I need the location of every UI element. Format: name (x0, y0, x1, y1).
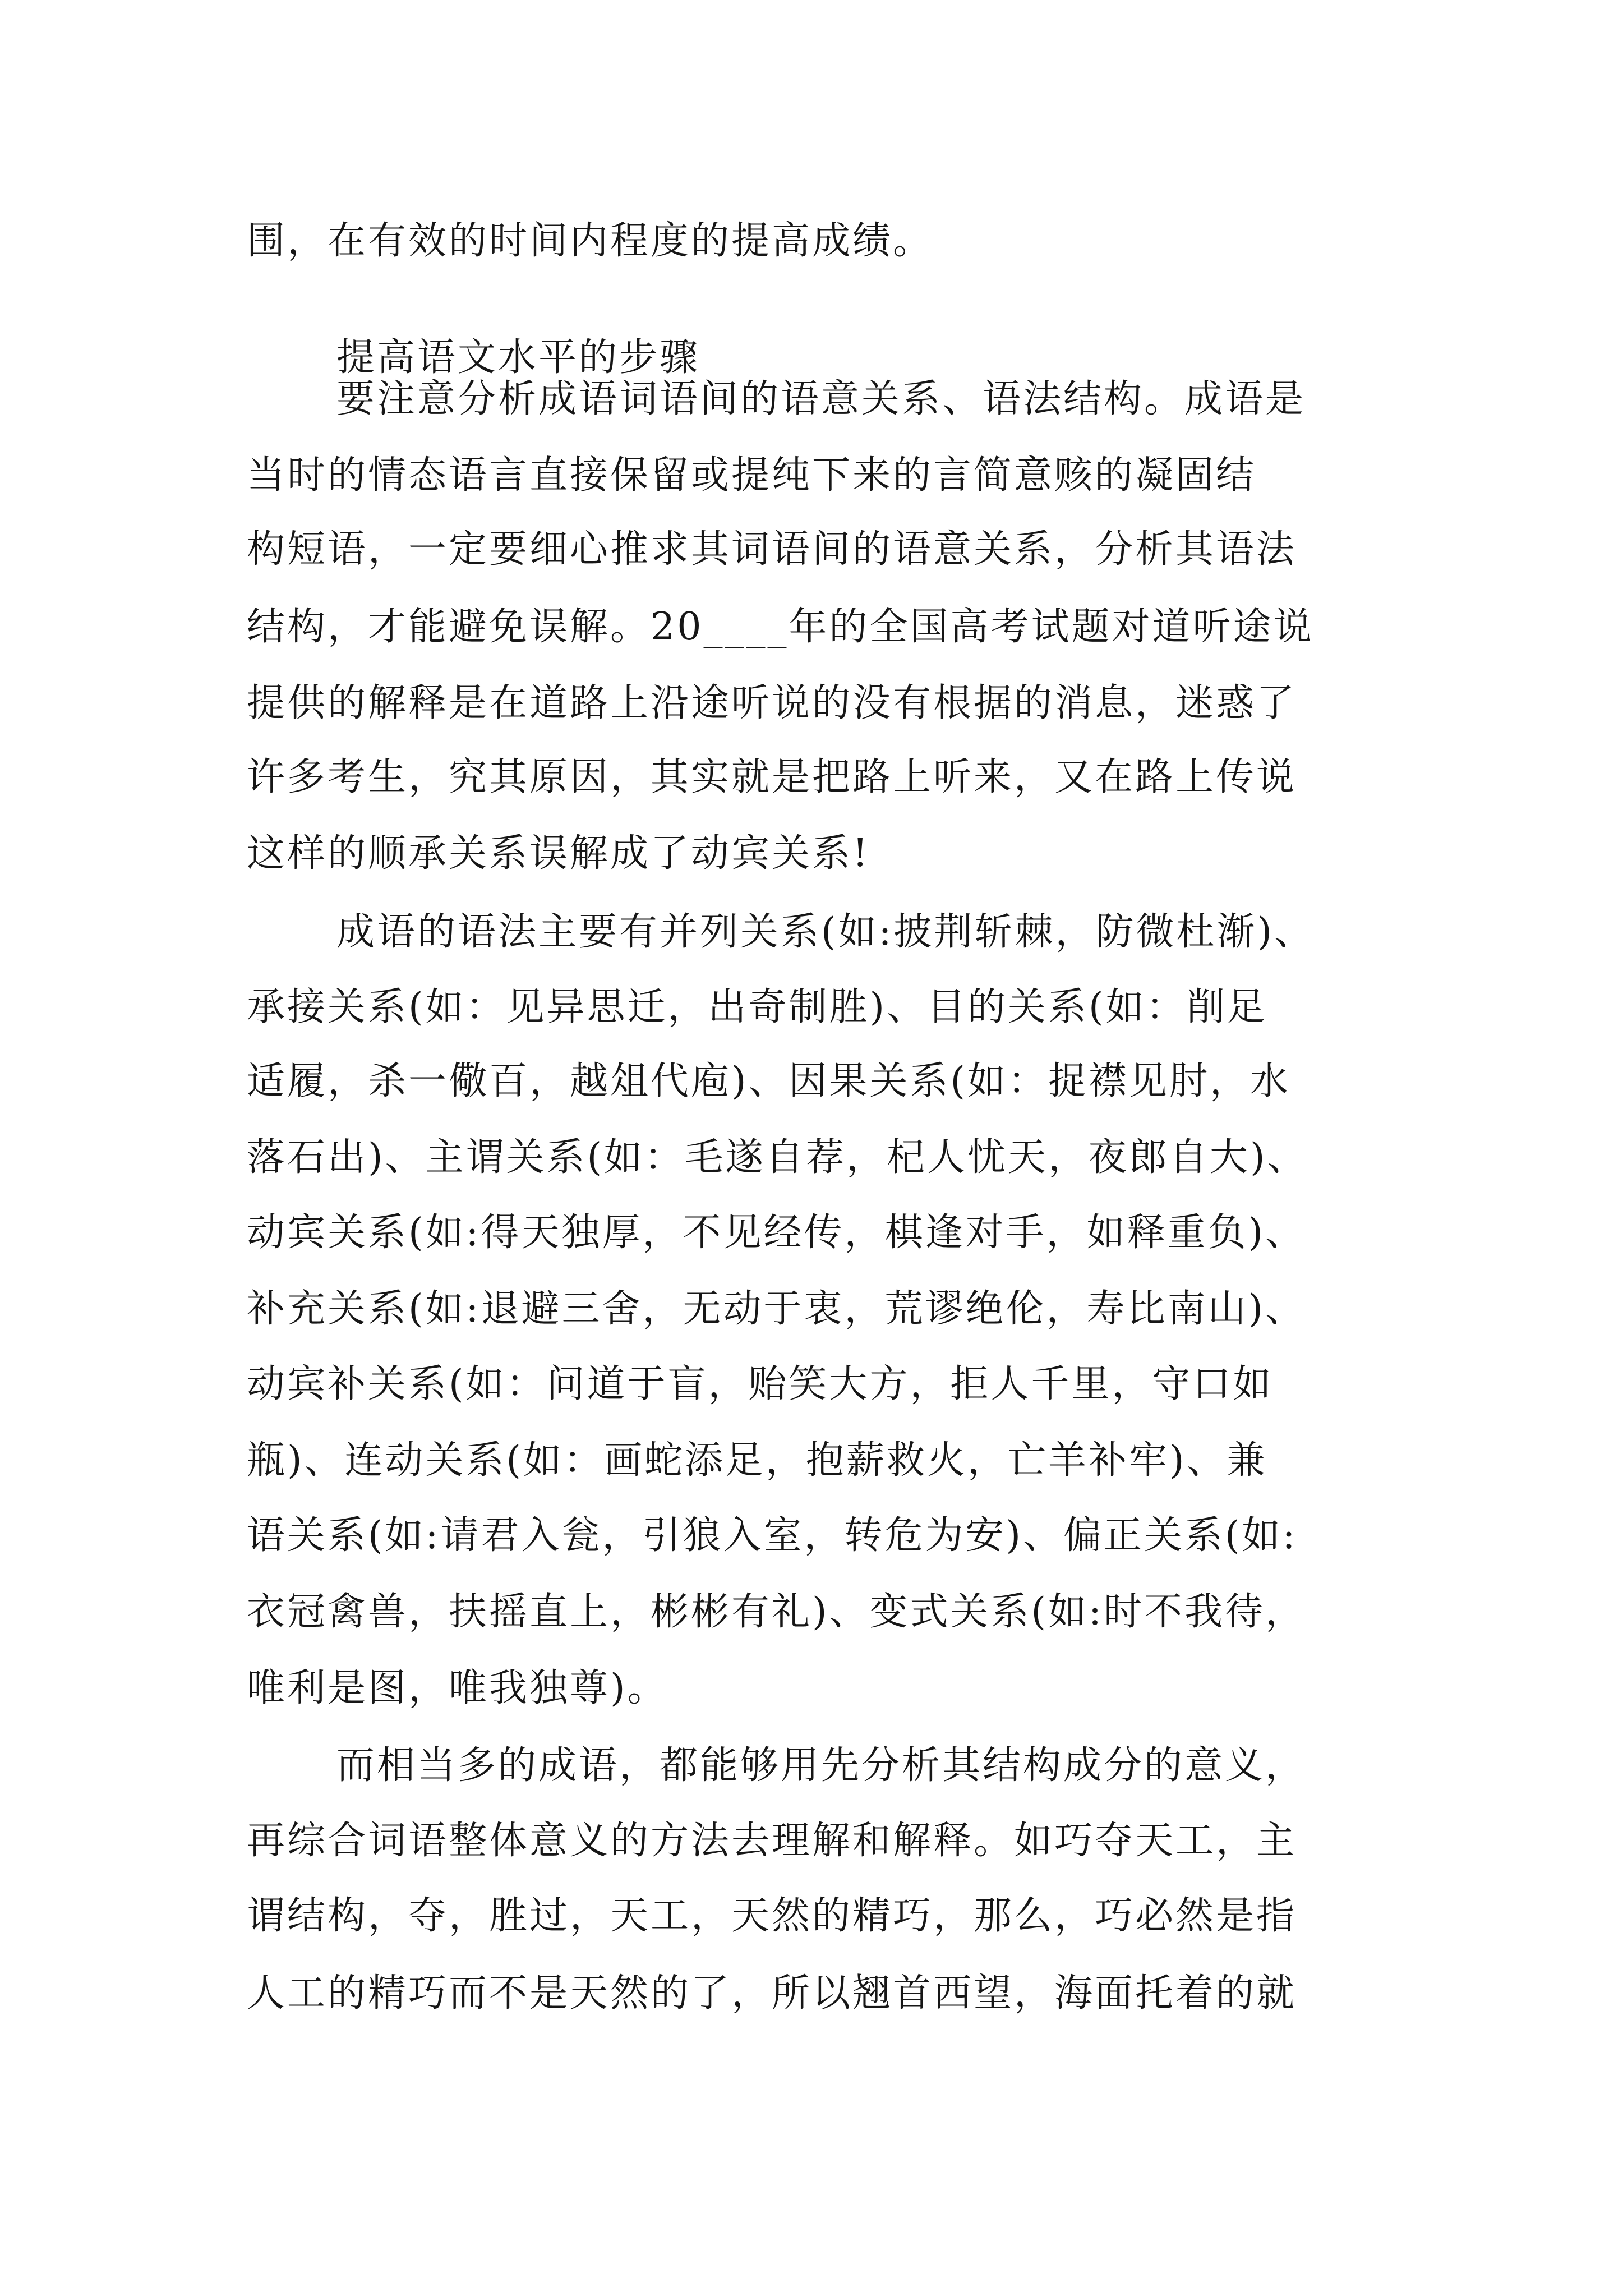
text-line: 这样的顺承关系误解成了动宾关系! (247, 831, 870, 876)
text-line: 成语的语法主要有并列关系(如:披荆斩棘，防微杜渐)、 (336, 910, 1315, 954)
text-line: 衣冠禽兽，扶摇直上，彬彬有礼)、变式关系(如:时不我待， (247, 1590, 1306, 1634)
text-line: 补充关系(如:退避三舍，无动于衷，荒谬绝伦，寿比南山)、 (247, 1287, 1306, 1331)
text-line: 适履，杀一儆百，越俎代庖)、因果关系(如：捉襟见肘，水 (247, 1059, 1291, 1103)
text-line: 语关系(如:请君入瓮，引狼入室，转危为安)、偏正关系(如: (247, 1513, 1298, 1558)
text-line: 瓶)、连动关系(如：画蛇添足，抱薪救火，亡羊补牢)、兼 (247, 1438, 1267, 1483)
text-line: 落石出)、主谓关系(如：毛遂自荐，杞人忧天，夜郎自大)、 (247, 1135, 1308, 1180)
text-line: 再综合词语整体意义的方法去理解和解释。如巧夺天工，主 (247, 1819, 1297, 1863)
section-heading: 提高语文水平的步骤 (336, 335, 700, 380)
text-line: 当时的情态语言直接保留或提纯下来的言简意赅的凝固结 (247, 453, 1257, 498)
text-line: 动宾补关系(如：问道于盲，贻笑大方，拒人千里，守口如 (247, 1362, 1274, 1406)
text-line: 人工的精巧而不是天然的了，所以翘首西望，海面托着的就 (247, 1971, 1297, 2016)
text-line: 谓结构，夺，胜过，天工，天然的精巧，那么，巧必然是指 (247, 1894, 1297, 1938)
text-line: 而相当多的成语，都能够用先分析其结构成分的意义， (336, 1743, 1306, 1788)
text-line: 承接关系(如：见异思迁，出奇制胜)、目的关系(如：削足 (247, 985, 1267, 1029)
text-line: 围，在有效的时间内程度的提高成绩。 (247, 219, 934, 263)
text-line: 结构，才能避免误解。20____年的全国高考试题对道听途说 (247, 605, 1314, 649)
text-line: 要注意分析成语词语间的语意关系、语法结构。成语是 (336, 377, 1306, 421)
text-line: 许多考生，究其原因，其实就是把路上听来，又在路上传说 (247, 755, 1297, 799)
text-line: 提供的解释是在道路上沿途听说的没有根据的消息，迷惑了 (247, 681, 1297, 725)
text-line: 构短语，一定要细心推求其词语间的语意关系，分析其语法 (247, 527, 1297, 572)
text-line: 唯利是图，唯我独尊)。 (247, 1666, 668, 1710)
text-line: 动宾关系(如:得天独厚，不见经传，棋逢对手，如释重负)、 (247, 1211, 1306, 1255)
